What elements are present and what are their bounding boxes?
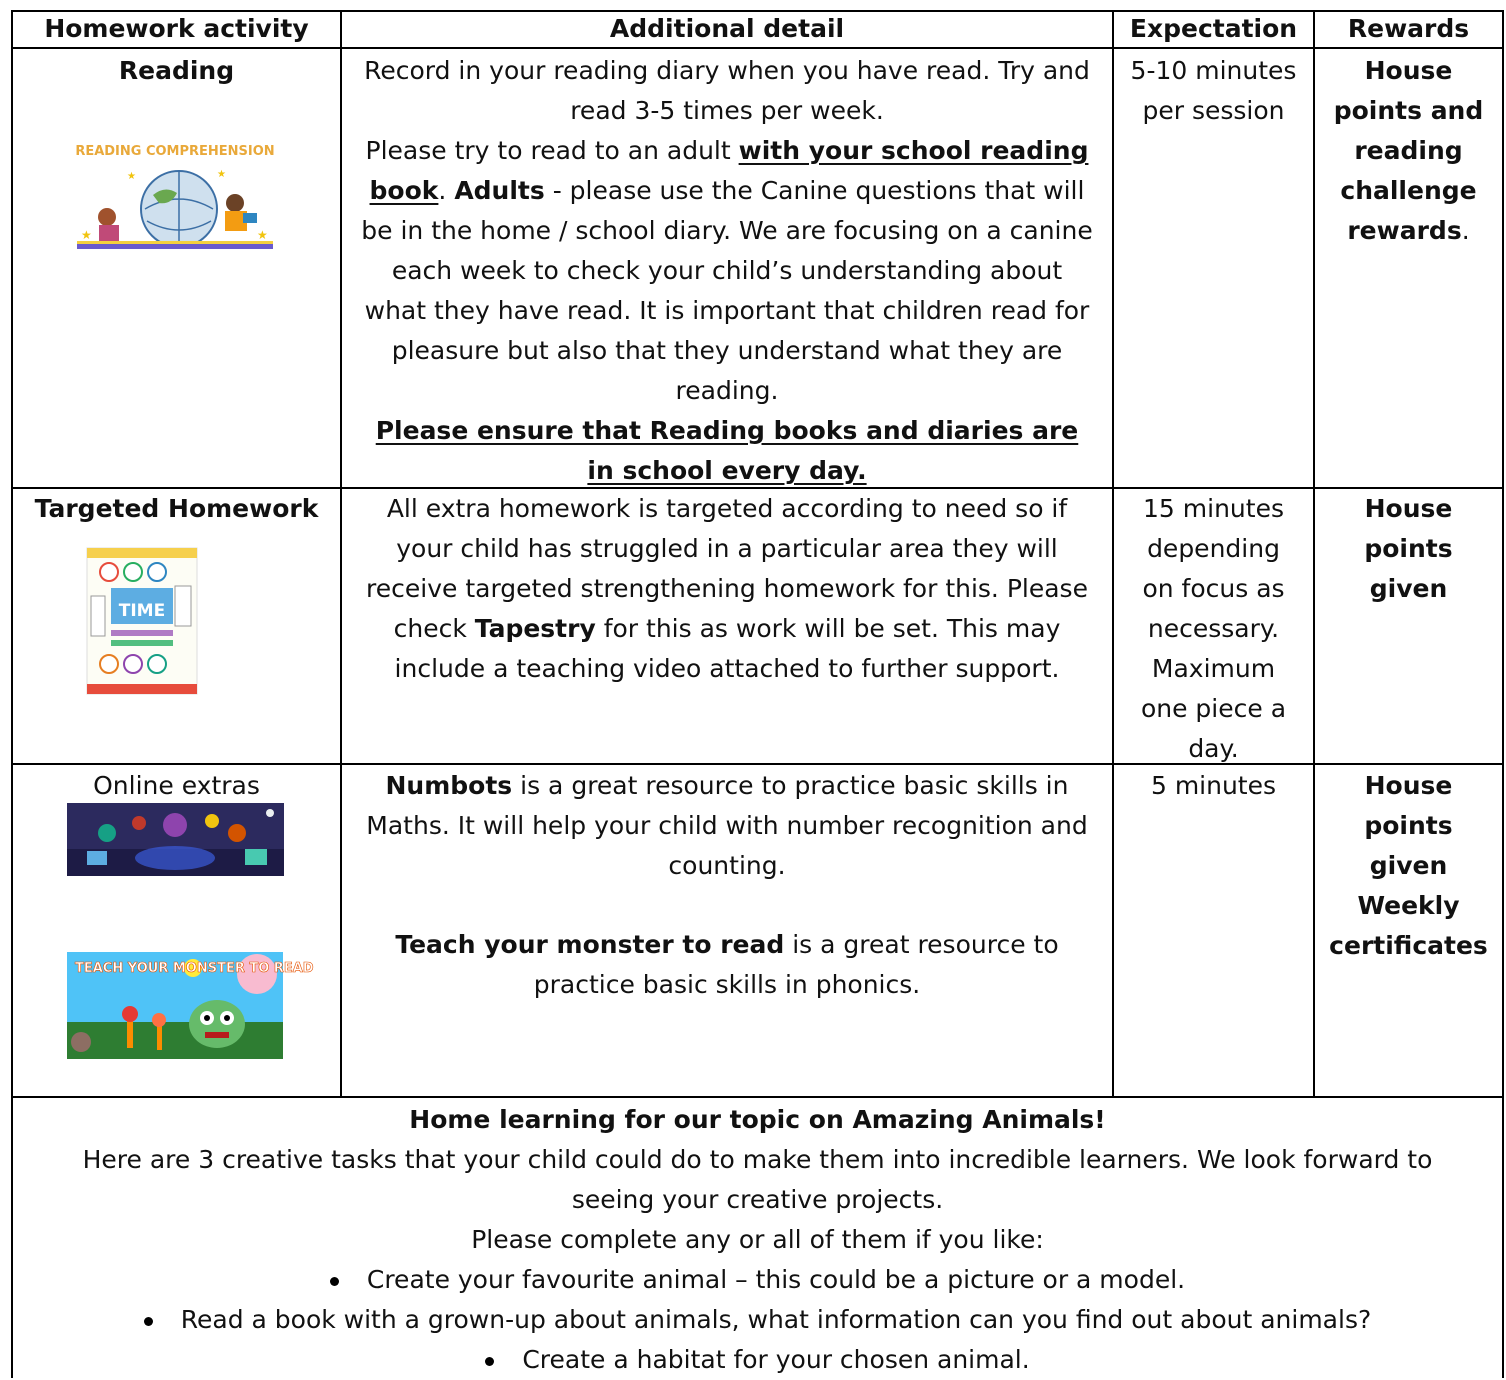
list-item: [13, 1300, 1502, 1340]
time-worksheet-image: [87, 548, 197, 694]
bullet-icon: [330, 1277, 339, 1286]
topic-prompt: Please complete any or all of them if you like:: [471, 1225, 1044, 1254]
reading-detail-reminder: Please ensure that Reading books and diaries are in school every day.: [375, 416, 1079, 485]
school-reading-book-emphasis: with your school reading book: [369, 136, 1089, 205]
header-detail: Additional detail: [609, 14, 845, 43]
reading-expectation: 5-10 minutes per session: [1130, 56, 1297, 125]
topic-task-list: [13, 1260, 1502, 1380]
svg-text:★: ★: [257, 228, 268, 242]
tapestry-emphasis: Tapestry: [474, 614, 596, 643]
list-item: [13, 1260, 1502, 1300]
targeted-activity-label: Targeted Homework: [34, 494, 319, 523]
task-text: Read a book with a grown-up about animals, what information can you find out about animals?: [180, 1305, 1372, 1334]
task-text: Create a habitat for your chosen animal.: [522, 1345, 1030, 1374]
online-row-divider: [11, 1096, 1504, 1098]
numbots-description: is a great resource to practice basic skills in Maths. It will help your child with number recognition and counting.: [366, 771, 1088, 880]
list-item: [13, 1340, 1502, 1380]
reading-activity-label: Reading: [118, 56, 235, 85]
adults-emphasis: Adults: [454, 176, 545, 205]
reading-detail: [342, 51, 1112, 491]
targeted-detail-text-end: for this as work will be set. This may include a teaching video attached to further support.: [394, 614, 1061, 683]
reading-detail-text: Please try to read to an adult: [365, 136, 739, 165]
header-rewards: Rewards: [1347, 14, 1470, 43]
bullet-icon: [144, 1317, 153, 1326]
monster-description: is a great resource to practice basic skills in phonics.: [533, 930, 1059, 999]
teach-your-monster-illustration: [67, 952, 314, 1059]
table-right-border: [1502, 10, 1504, 1378]
time-worksheet-illustration: [87, 548, 197, 694]
online-expectation: 5 minutes: [1150, 771, 1277, 800]
numbots-image: [67, 803, 284, 876]
targeted-expectation: 15 minutes depending on focus as necessary. Maximum one piece a day.: [1140, 494, 1287, 763]
reading-detail-line-1: Record in your reading diary when you have read. Try and read 3-5 times per week.: [364, 56, 1090, 125]
task-text: Create your favourite animal – this could be a picture or a model.: [366, 1265, 1186, 1294]
monster-detail: [342, 925, 1112, 1005]
numbots-detail: [342, 766, 1112, 886]
svg-text:READING COMPREHENSION: READING COMPREHENSION: [75, 144, 275, 159]
svg-text:TIME: TIME: [118, 601, 166, 621]
topic-title: Home learning for our topic on Amazing Animals!: [409, 1105, 1106, 1134]
online-rewards-house-points: House points given: [1364, 771, 1453, 880]
header-activity: Homework activity: [44, 14, 309, 43]
teach-your-monster-image: [67, 952, 314, 1059]
svg-text:★: ★: [81, 228, 92, 242]
reading-comprehension-illustration: [67, 129, 283, 259]
reading-detail-canine-text: - please use the Canine questions that will be in the home / school diary. We are focusing on a canine each week to check your child’s understanding about what they have read. It is important that children read for pleasure but also that they understand what they are reading.: [361, 176, 1093, 405]
bullet-icon: [485, 1357, 494, 1366]
svg-text:★: ★: [127, 171, 136, 182]
monster-name: Teach your monster to read: [395, 930, 785, 959]
reading-rewards: [1315, 51, 1502, 251]
svg-text:TEACH YOUR MONSTER TO READ: TEACH YOUR MONSTER TO READ: [75, 961, 314, 976]
reading-detail-period: .: [438, 176, 455, 205]
targeted-detail: [342, 489, 1112, 689]
reading-rewards-text: House points and reading challenge rewards: [1333, 56, 1484, 245]
online-activity-label: Online extras: [93, 771, 260, 800]
online-rewards-certificates: Weekly certificates: [1329, 891, 1488, 960]
reading-comprehension-image: [67, 129, 283, 259]
reading-detail-paragraph-2: [360, 131, 1094, 411]
numbots-illustration: [67, 803, 284, 876]
header-expectation: Expectation: [1129, 14, 1298, 43]
numbots-name: Numbots: [385, 771, 513, 800]
reading-rewards-period: .: [1461, 216, 1470, 245]
svg-text:★: ★: [217, 169, 226, 180]
topic-intro: Here are 3 creative tasks that your child could do to make them into incredible learners. We look forward to seeing your creative projects.: [82, 1145, 1433, 1214]
targeted-rewards: House points given: [1364, 494, 1453, 603]
targeted-detail-text: All extra homework is targeted according to need so if your child has struggled in a particular area they will receive targeted strengthening homework for this. Please check: [366, 494, 1088, 643]
